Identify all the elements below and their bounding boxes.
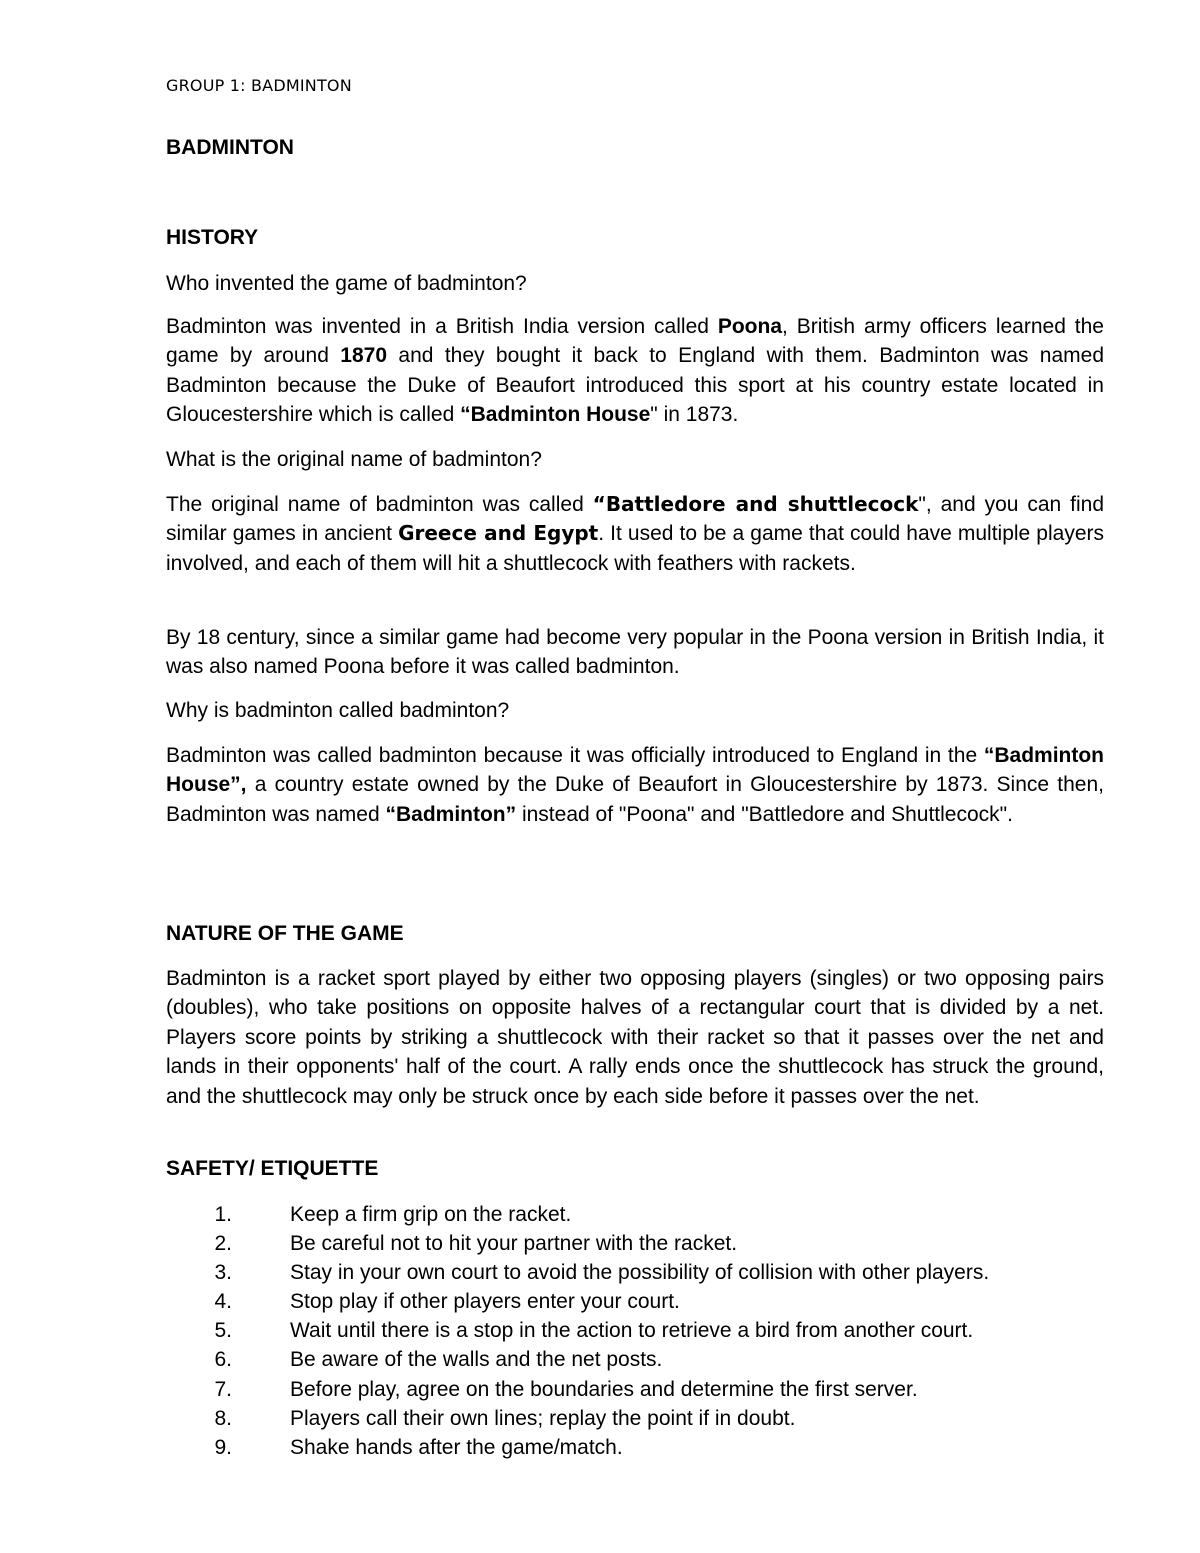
text-run: a country estate owned by the Duke of Beaufort in Gloucestershire by 1873. Since then, Badminton was named [166, 773, 1104, 826]
list-item [166, 1404, 1116, 1433]
list-text: Stay in your own court to avoid the possibility of collision with other players. [290, 1261, 990, 1285]
bold-run: “Badminton House”, [166, 744, 1104, 797]
text-run: Badminton was invented in a British India version called [166, 315, 718, 338]
history-paragraph-1 [166, 312, 1104, 430]
history-question-2: What is the original name of badminton? [166, 448, 542, 471]
history-question-1: Who invented the game of badminton? [166, 272, 527, 295]
group-header: GROUP 1: BADMINTON [166, 76, 352, 95]
text-run: " in 1873. [650, 403, 739, 427]
list-item [166, 1316, 1116, 1345]
text-run: instead of "Poona" and "Battledore and Shuttlecock". [516, 802, 1013, 826]
text-run: . It used to be a game that could have multiple players involved, and each of them will hit a shuttlecock with feathers with rackets. [166, 522, 1105, 575]
history-paragraph-4 [166, 741, 1104, 829]
page-title: BADMINTON [166, 136, 294, 159]
nature-paragraph: Badminton is a racket sport played by either two opposing players (singles) or two opposing pairs (doubles), who take positions on opposite halves of a rectangular court that is divided by a net. Players score points by striking a shuttlecock with their racket so that it passes over the net and lands in their opponents' half of the court. A rally ends once the shuttlecock has struck the ground, and the shuttlecock may only be struck once by each side before it passes over the net. [166, 967, 1104, 1108]
list-number: 2. [214, 1232, 232, 1256]
text-run: ", and you can find similar games in ancient [166, 493, 1104, 546]
list-text: Shake hands after the game/match. [290, 1435, 623, 1459]
list-text: Be careful not to hit your partner with the racket. [290, 1232, 738, 1256]
list-text: Be aware of the walls and the net posts. [290, 1348, 663, 1372]
history-paragraph-2 [166, 490, 1104, 578]
list-number: 8. [214, 1406, 232, 1430]
list-text: Before play, agree on the boundaries and determine the first server. [290, 1377, 918, 1401]
list-item [166, 1433, 1116, 1462]
nature-heading: NATURE OF THE GAME [166, 922, 404, 945]
text-run: and they bought it back to England with them. Badminton was named Badminton because the Duke of Beaufort introduced this sport at his country estate located in Gloucestershire which is called [166, 344, 1104, 427]
list-text: Players call their own lines; replay the point if in doubt. [290, 1406, 796, 1430]
list-item [166, 1345, 1116, 1374]
list-item [166, 1375, 1116, 1404]
list-item [166, 1229, 1116, 1258]
bold-run: Greece and Egypt [398, 521, 599, 546]
history-heading: HISTORY [166, 226, 259, 249]
history-paragraph-3: By 18 century, since a similar game had become very popular in the Poona version in British India, it was also named Poona before it was called badminton. [166, 626, 1104, 679]
bold-run: “Badminton” [385, 802, 517, 826]
safety-list [166, 1200, 1116, 1462]
list-item [166, 1258, 1116, 1287]
bold-run: 1870 [340, 344, 388, 368]
text-run: Badminton was called badminton because it was officially introduced to England in the [166, 744, 984, 767]
list-text: Keep a firm grip on the racket. [290, 1203, 572, 1226]
list-number: 1. [214, 1203, 232, 1226]
list-item [166, 1287, 1116, 1316]
list-number: 7. [214, 1377, 232, 1401]
list-text: Wait until there is a stop in the action to retrieve a bird from another court. [290, 1319, 974, 1343]
text-run: The original name of badminton was called [166, 493, 593, 516]
list-number: 4. [214, 1290, 232, 1314]
bold-run: Poona [717, 315, 783, 338]
bold-run: “Battledore and shuttlecock [592, 492, 919, 516]
history-question-3: Why is badminton called badminton? [166, 699, 510, 722]
list-number: 9. [214, 1435, 232, 1459]
list-number: 6. [214, 1348, 232, 1372]
list-text: Stop play if other players enter your court. [290, 1290, 680, 1314]
list-number: 5. [214, 1319, 232, 1343]
list-item [166, 1200, 1116, 1229]
bold-run: “Badminton House [460, 403, 651, 427]
safety-heading: SAFETY/ ETIQUETTE [166, 1157, 379, 1180]
list-number: 3. [214, 1261, 232, 1285]
text-run: , British army officers learned the game by around [166, 315, 1104, 368]
